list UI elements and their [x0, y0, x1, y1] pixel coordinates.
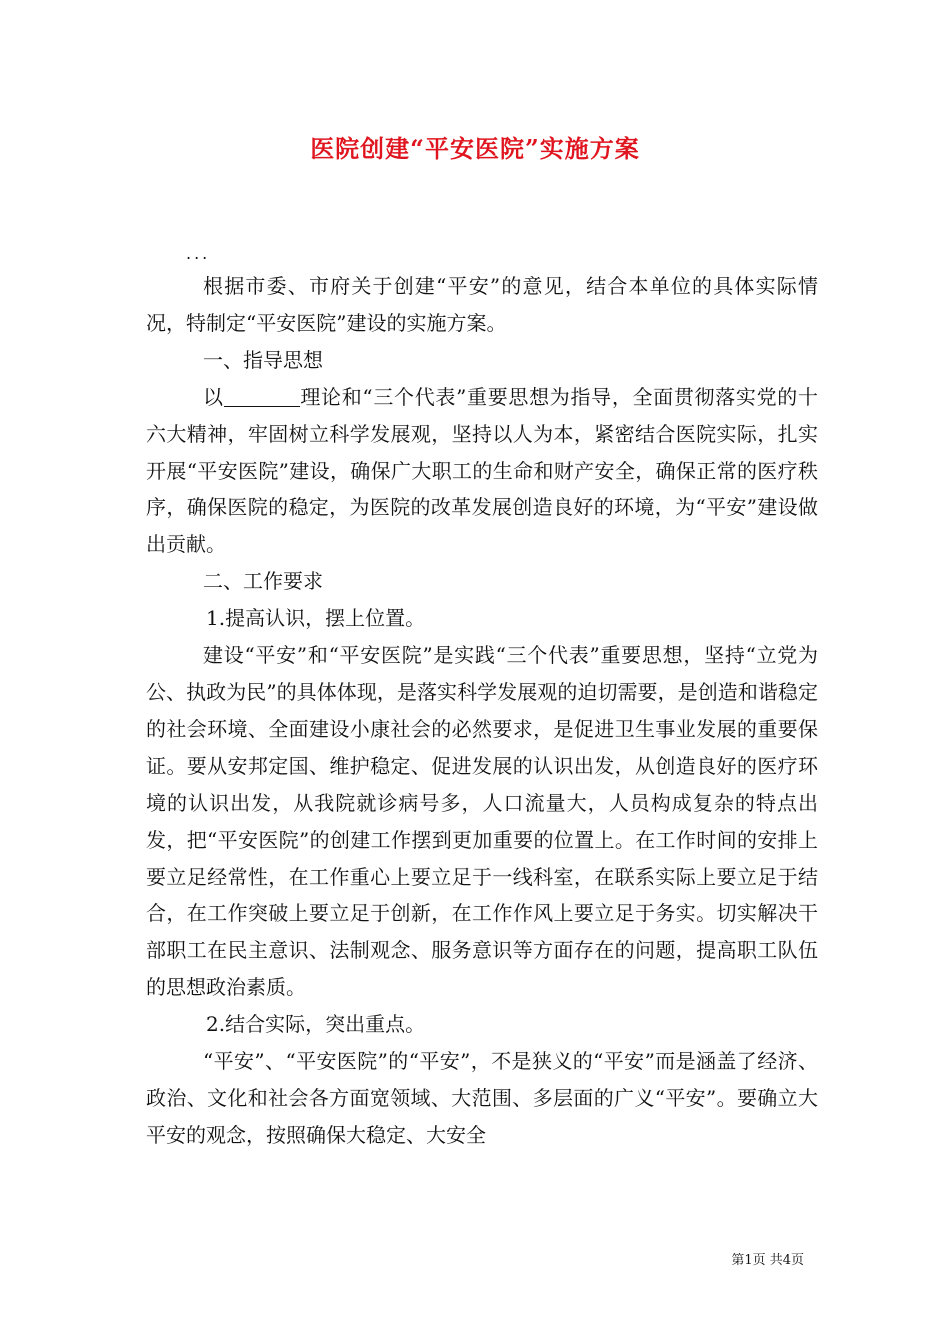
section-heading-guiding-thought: 一、指导思想 — [203, 347, 323, 372]
subheading-raise-awareness: 1.提高认识，摆上位置。 — [206, 606, 426, 631]
fill-in-blank — [224, 386, 300, 407]
raise-awareness-paragraph: 建设“平安”和“平安医院”是实践“三个代表”重要思想，坚持“立党为公、执政为民”的具体体现，是落实科学发展观的迫切需要，是创造和谐稳定的社会环境、全面建设小康社会的必然要求，是促进卫生事业发展的重要保证。要从安邦定国、维护稳定、促进发展的认识出发，从创造良好的医疗环境的认识出发，从我院就诊病号多，人口流量大，人员构成复杂的特点出发，把“平安医院”的创建工作摆到更加重要的位置上。在工作时间的安排上要立足经常性，在工作重心上要立足于一线科室，在联系实际上要立足于结合，在工作突破上要立足于创新，在工作作风上要立足于务实。切实解决干部职工在民主意识、法制观念、服务意识等方面存在的问题，提高职工队伍的思想政治素质。 — [146, 643, 818, 1000]
document-body — [146, 268, 818, 1154]
document-title: 医院创建“平安医院”实施方案 — [310, 134, 640, 163]
guiding-thought-lead: 以 — [203, 384, 224, 409]
focus-priorities-paragraph: “平安”、“平安医院”的“平安”，不是狭义的“平安”而是涵盖了经济、政治、文化和社会各方面宽领域、大范围、多层面的广义“平安”。要确立大平安的观念，按照确保大稳定、大安全 — [146, 1049, 818, 1147]
subheading-focus-priorities: 2.结合实际，突出重点。 — [206, 1012, 426, 1037]
guiding-thought-paragraph — [146, 379, 818, 564]
ellipsis-marker: ... — [186, 244, 211, 263]
section-heading-work-requirements: 二、工作要求 — [203, 569, 323, 594]
page-number-footer: 第1页 共4页 — [731, 1253, 804, 1268]
guiding-thought-text: 理论和“三个代表”重要思想为指导，全面贯彻落实党的十六大精神，牢固树立科学发展观，坚持以人为本，紧密结合医院实际，扎实开展“平安医院”建设，确保广大职工的生命和财产安全，确保正常的医疗秩序，确保医院的稳定，为医院的改革发展创造良好的环境，为“平安”建设做出贡献。 — [146, 384, 818, 557]
intro-paragraph: 根据市委、市府关于创建“平安”的意见，结合本单位的具体实际情况，特制定“平安医院”建设的实施方案。 — [146, 274, 818, 335]
